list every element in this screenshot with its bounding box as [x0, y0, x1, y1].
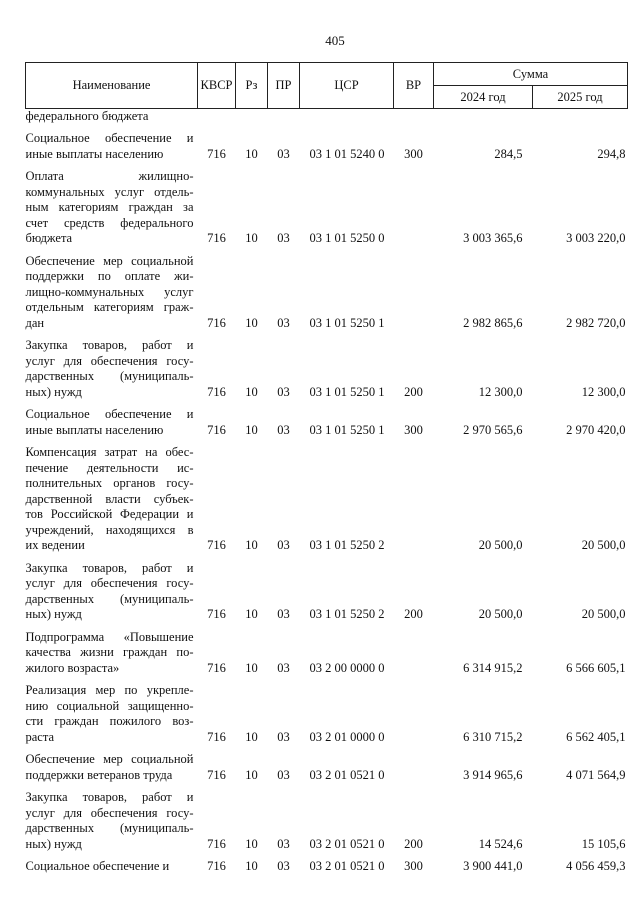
row-gap-cell	[26, 554, 628, 561]
row-gap-cell	[26, 852, 628, 859]
cell-vr	[394, 752, 434, 783]
cell-pr: 03	[277, 729, 290, 744]
row-gap-cell	[26, 745, 628, 752]
cell-pr: 03	[277, 315, 290, 330]
table-row	[26, 254, 628, 332]
cell-pr: 03	[277, 836, 290, 851]
cell-csr: 03 1 01 5250 2	[309, 607, 385, 621]
cell-vr	[394, 683, 434, 745]
cell-name	[26, 683, 198, 745]
table-row	[26, 338, 628, 400]
cell-s1: 6 314 915,2	[463, 660, 523, 675]
cell-kvsr: 716	[207, 836, 226, 851]
cell-vr: 200	[404, 384, 423, 399]
table-row	[26, 683, 628, 745]
name-line: услуг для обеспечения госу-	[25, 353, 194, 368]
cell-kvsr: 716	[207, 660, 226, 675]
table-row	[26, 859, 628, 875]
row-gap-cell	[26, 162, 628, 169]
name-line: дарственных (муниципаль-	[25, 369, 194, 383]
name-line: иные выплаты населению	[25, 422, 164, 437]
cell-name	[26, 131, 198, 162]
name-line: дарственной власти субъек-	[25, 491, 194, 506]
name-line: лищно-коммунальных услуг	[25, 284, 194, 299]
name-line: дарственных (муниципаль-	[25, 821, 194, 835]
cell-s1: 3 003 365,6	[463, 231, 523, 245]
cell-rz: 10	[245, 384, 258, 399]
cell-rz: 10	[245, 859, 258, 873]
cell-name	[26, 561, 198, 623]
row-gap	[26, 162, 628, 169]
name-line: коммунальных услуг отдель-	[25, 184, 194, 199]
row-gap	[26, 124, 628, 131]
cell-s2: 4 056 459,3	[566, 859, 626, 873]
table-row	[26, 169, 628, 247]
cell-vr	[394, 445, 434, 554]
cell-s2: 20 500,0	[581, 538, 626, 552]
cell-name	[26, 407, 198, 438]
cell-s1: 3 900 441,0	[463, 859, 523, 873]
continuation-row	[26, 109, 628, 125]
name-line: услуг для обеспечения госу-	[25, 805, 194, 820]
cell-s2: 20 500,0	[581, 607, 626, 621]
cell-kvsr: 716	[207, 538, 226, 552]
table-body	[26, 109, 628, 875]
cell-csr: 03 1 01 5250 1	[309, 315, 385, 330]
cell-kvsr: 716	[207, 384, 226, 399]
name-line: Обеспечение мер социальной	[25, 752, 194, 766]
cell-kvsr: 716	[207, 859, 226, 873]
cell-pr: 03	[277, 859, 290, 873]
cell-s1: 2 970 565,6	[463, 422, 523, 437]
cell-vr: 300	[404, 859, 423, 873]
cell-rz: 10	[245, 538, 258, 552]
cell-rz: 10	[245, 836, 258, 851]
cell-vr: 300	[404, 422, 423, 437]
cell-rz: 10	[245, 660, 258, 675]
cell-pr: 03	[277, 607, 290, 621]
name-line: поддержки ветеранов труда	[25, 767, 173, 782]
cell-s2: 6 566 605,1	[566, 660, 626, 675]
cell-pr: 03	[277, 146, 290, 161]
cell-vr: 300	[404, 146, 423, 161]
cell-name	[26, 254, 198, 332]
cell-csr: 03 1 01 5250 1	[309, 422, 385, 437]
cell-rz: 10	[245, 146, 258, 161]
name-line: Подпрограмма «Повышение	[25, 629, 194, 644]
cell-s2: 12 300,0	[581, 384, 626, 399]
name-line: Закупка товаров, работ и	[25, 338, 194, 352]
cell-pr: 03	[277, 767, 290, 782]
header-kvsr: КВСР	[198, 63, 236, 109]
name-line: отдельным категориям граж-	[25, 300, 194, 314]
cell-vr	[394, 169, 434, 247]
row-gap-cell	[26, 676, 628, 683]
row-gap	[26, 783, 628, 790]
header-csr: ЦСР	[300, 63, 394, 109]
cell-rz: 10	[245, 315, 258, 330]
header-pr: ПР	[268, 63, 300, 109]
row-gap	[26, 331, 628, 338]
table-row	[26, 790, 628, 852]
cell-s2: 294,8	[597, 146, 626, 161]
cell-name	[26, 338, 198, 400]
name-line: дан	[25, 315, 45, 330]
cell-kvsr: 716	[207, 315, 226, 330]
cell-s2: 4 071 564,9	[566, 767, 626, 782]
cell-s1: 2 982 865,6	[463, 315, 523, 330]
cell-s2: 6 562 405,1	[566, 729, 626, 744]
cell-name	[26, 445, 198, 554]
row-gap-cell	[26, 783, 628, 790]
cell-csr: 03 2 01 0521 0	[309, 859, 385, 873]
cell-vr	[394, 254, 434, 332]
name-line: нию социальной защищенно-	[25, 698, 194, 713]
budget-table	[25, 62, 628, 875]
name-line: ных) нужд	[25, 836, 82, 851]
cell-name	[26, 169, 198, 247]
header-rz: Рз	[236, 63, 268, 109]
cell-kvsr: 716	[207, 607, 226, 621]
cell-s1: 3 914 965,6	[463, 767, 523, 782]
name-line: дарственных (муниципаль-	[25, 591, 194, 606]
header-year-2024: 2024 год	[434, 86, 533, 109]
name-line: ных) нужд	[25, 384, 82, 399]
cell-pr: 03	[277, 660, 290, 675]
name-line: Реализация мер по укрепле-	[25, 683, 194, 697]
name-line: жилого возраста»	[25, 660, 120, 675]
cell-name	[26, 752, 198, 783]
continuation-text: федерального бюджета	[25, 109, 149, 123]
name-line: услуг для обеспечения госу-	[25, 576, 194, 590]
cell-rz: 10	[245, 231, 258, 245]
cell-name	[26, 790, 198, 852]
cell-csr: 03 1 01 5250 1	[309, 384, 385, 399]
row-gap	[26, 623, 628, 630]
row-gap-cell	[26, 247, 628, 254]
name-line: ных) нужд	[25, 607, 82, 621]
row-gap	[26, 438, 628, 445]
row-gap	[26, 554, 628, 561]
cell-s1: 20 500,0	[478, 607, 523, 621]
row-gap	[26, 247, 628, 254]
name-line: бюджета	[25, 231, 73, 245]
header-name: Наименование	[26, 63, 198, 109]
name-line: Обеспечение мер социальной	[25, 253, 194, 268]
table-row	[26, 407, 628, 438]
row-gap	[26, 676, 628, 683]
cell-csr: 03 1 01 5250 2	[309, 538, 385, 552]
table-row	[26, 630, 628, 677]
table-row	[26, 445, 628, 554]
cell-vr	[394, 630, 434, 677]
table-header	[26, 63, 628, 109]
cell-pr: 03	[277, 384, 290, 399]
row-gap	[26, 400, 628, 407]
name-line: печение деятельности ис-	[25, 460, 194, 475]
header-vr: ВР	[394, 63, 434, 109]
name-line: Оплата жилищно-	[25, 169, 194, 183]
cell-rz: 10	[245, 729, 258, 744]
cell-pr: 03	[277, 231, 290, 245]
cell-s2: 2 970 420,0	[566, 422, 626, 437]
name-line: раста	[25, 729, 55, 744]
cell-s1: 14 524,6	[478, 836, 523, 851]
cell-s2: 2 982 720,0	[566, 315, 626, 330]
cell-name	[26, 859, 198, 875]
cell-s1: 12 300,0	[478, 384, 523, 399]
cell-kvsr: 716	[207, 146, 226, 161]
cell-csr: 03 1 01 5250 0	[309, 231, 385, 245]
name-line: качества жизни граждан по-	[25, 645, 194, 659]
name-line: иные выплаты населению	[25, 146, 164, 161]
cell-s1: 6 310 715,2	[463, 729, 523, 744]
name-line: счет средств федерального	[25, 215, 194, 230]
cell-s2: 15 105,6	[581, 836, 626, 851]
row-gap	[26, 852, 628, 859]
cell-name	[26, 630, 198, 677]
cell-vr: 200	[404, 607, 423, 621]
name-line: ным категориям граждан за	[25, 200, 194, 214]
cell-csr: 03 2 01 0000 0	[309, 729, 385, 744]
table-row	[26, 131, 628, 162]
cell-csr: 03 1 01 5240 0	[309, 146, 385, 161]
row-gap-cell	[26, 438, 628, 445]
name-line: поддержки по оплате жи-	[25, 269, 194, 283]
name-line: Закупка товаров, работ и	[25, 560, 194, 575]
name-line: Компенсация затрат на обес-	[25, 445, 194, 459]
cell-csr: 03 2 01 0521 0	[309, 836, 385, 851]
cell-csr: 03 2 00 0000 0	[309, 660, 385, 675]
cell-s2: 3 003 220,0	[566, 231, 626, 245]
table-row	[26, 752, 628, 783]
row-gap-cell	[26, 124, 628, 131]
row-gap-cell	[26, 331, 628, 338]
row-gap-cell	[26, 400, 628, 407]
cell-pr: 03	[277, 538, 290, 552]
row-gap-cell	[26, 623, 628, 630]
row-gap	[26, 745, 628, 752]
name-line: учреждений, находящихся в	[25, 522, 194, 537]
cell-rz: 10	[245, 767, 258, 782]
table-row	[26, 561, 628, 623]
cell-s1: 284,5	[494, 146, 523, 161]
header-year-2025: 2025 год	[533, 86, 628, 109]
name-line: Социальное обеспечение и	[25, 131, 194, 145]
header-sum: Сумма	[434, 63, 628, 86]
cell-kvsr: 716	[207, 422, 226, 437]
cell-kvsr: 716	[207, 767, 226, 782]
cell-csr: 03 2 01 0521 0	[309, 767, 385, 782]
name-line: Закупка товаров, работ и	[25, 790, 194, 804]
name-line: их ведении	[25, 538, 85, 552]
cell-vr: 200	[404, 836, 423, 851]
name-line: Социальное обеспечение и	[25, 407, 194, 421]
name-line: Социальное обеспечение и	[25, 859, 170, 873]
name-line: тов Российской Федерации и	[25, 507, 194, 521]
page-number: 405	[325, 33, 345, 48]
cell-s1: 20 500,0	[478, 538, 523, 552]
cell-kvsr: 716	[207, 231, 226, 245]
cell-rz: 10	[245, 422, 258, 437]
cell-rz: 10	[245, 607, 258, 621]
name-line: полнительных органов госу-	[25, 476, 194, 490]
cell-pr: 03	[277, 422, 290, 437]
cell-kvsr: 716	[207, 729, 226, 744]
name-line: сти граждан пожилого воз-	[25, 714, 194, 728]
